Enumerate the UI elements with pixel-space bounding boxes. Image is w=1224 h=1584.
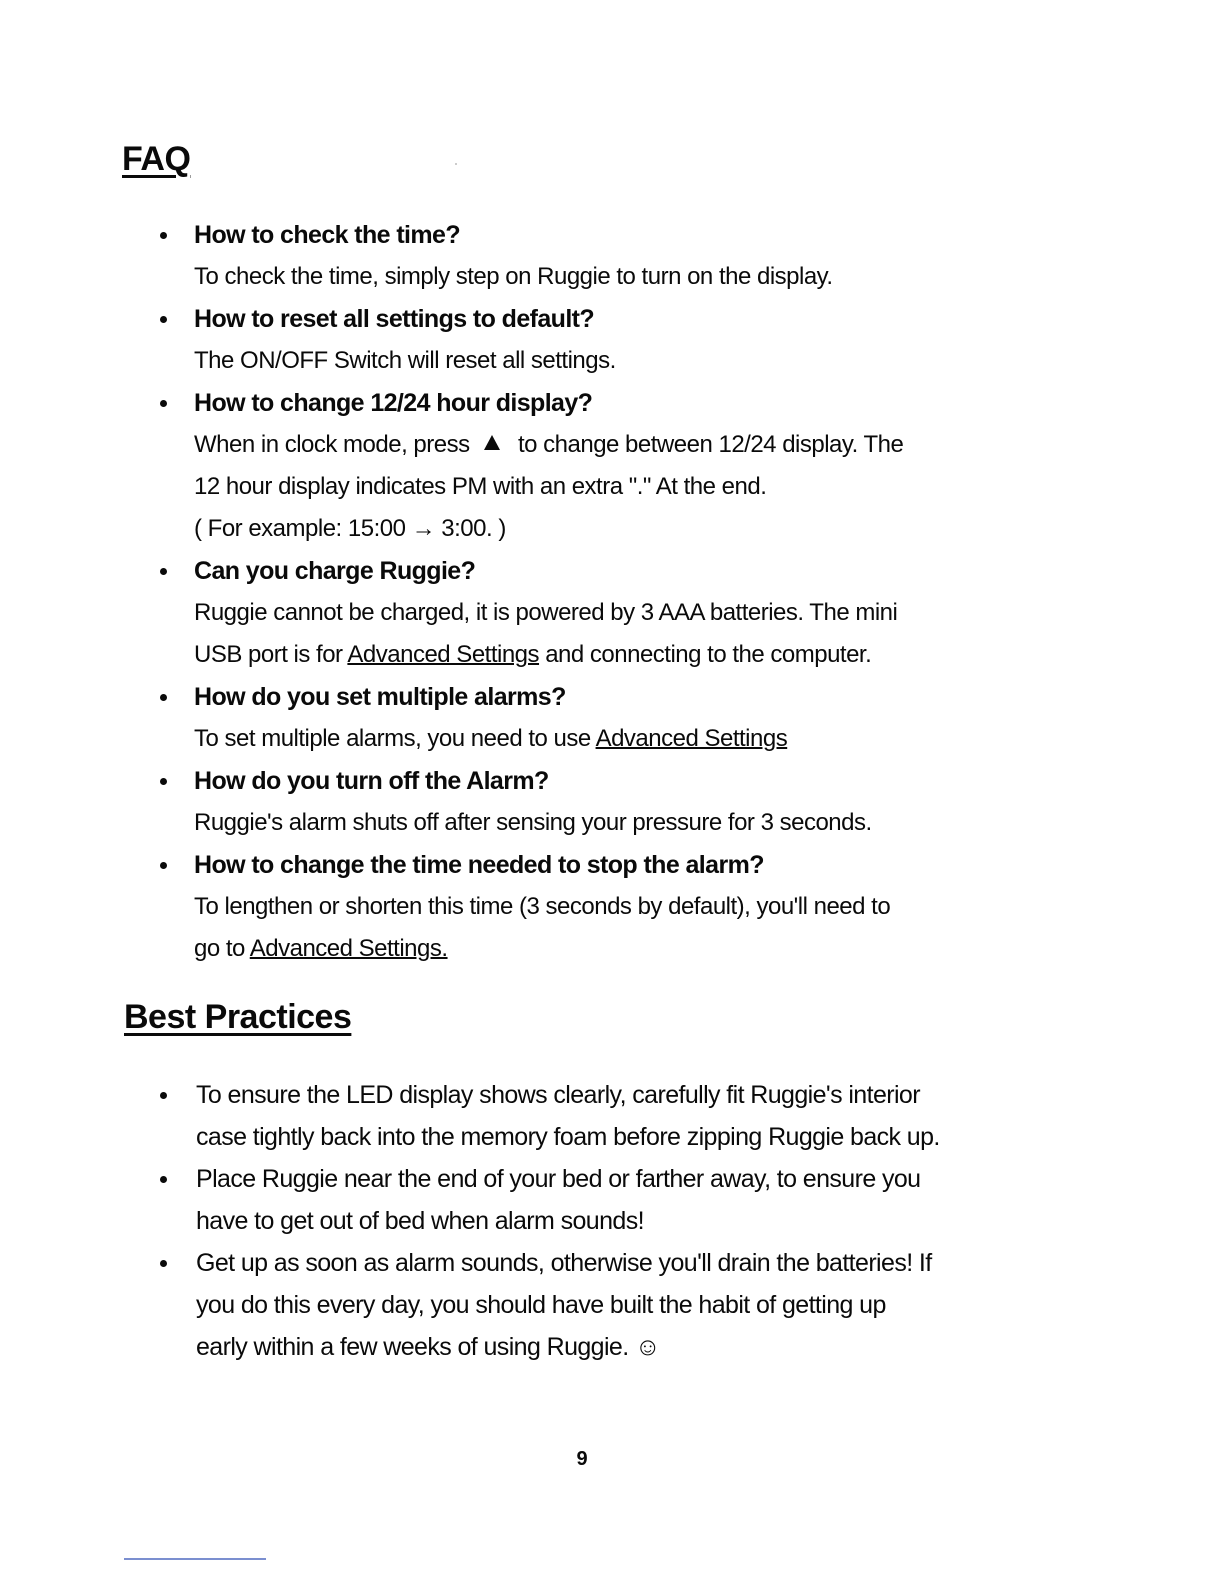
- best-practice-line: Get up as soon as alarm sounds, otherwise you'll drain the batteries! If: [196, 1249, 932, 1277]
- faq-question: How do you turn off the Alarm?: [194, 767, 549, 795]
- faq-question: How to change the time needed to stop the alarm?: [194, 851, 764, 879]
- faq-answer: [194, 424, 1060, 466]
- faq-question: Can you charge Ruggie?: [194, 557, 476, 585]
- bullet-icon: [160, 1176, 167, 1183]
- faq-question: How do you set multiple alarms?: [194, 683, 566, 711]
- faq-answer: To check the time, simply step on Ruggie to turn on the display.: [194, 263, 833, 290]
- faq-item: [160, 844, 1060, 970]
- faq-answer-line: To lengthen or shorten this time (3 seconds by default), you'll need to: [194, 893, 891, 920]
- bullet-icon: [160, 568, 167, 575]
- faq-item: [160, 214, 1060, 298]
- answer-text: USB port is for: [194, 641, 348, 668]
- advanced-settings-link[interactable]: Advanced Settings: [595, 725, 788, 752]
- footnote-divider: [124, 1558, 266, 1560]
- faq-answer-line: 12 hour display indicates PM with an extra "." At the end.: [194, 473, 767, 500]
- faq-heading: FAQ: [122, 140, 191, 178]
- best-practice-line: Place Ruggie near the end of your bed or farther away, to ensure you: [196, 1165, 921, 1193]
- bullet-icon: [160, 862, 167, 869]
- bullet-icon: [160, 1092, 167, 1099]
- best-practice-line: To ensure the LED display shows clearly, carefully fit Ruggie's interior: [196, 1081, 920, 1109]
- best-practice-text: early within a few weeks of using Ruggie.: [196, 1333, 629, 1361]
- faq-answer-line: ( For example: 15:00 → 3:00. ): [194, 515, 506, 542]
- best-practice-line: [196, 1326, 1060, 1368]
- faq-item: [160, 760, 1060, 844]
- answer-text: to change between 12/24 display. The: [517, 431, 904, 458]
- faq-item: [160, 550, 1060, 676]
- best-practice-line: case tightly back into the memory foam before zipping Ruggie back up.: [196, 1123, 940, 1151]
- faq-answer-line: [194, 634, 1060, 676]
- up-triangle-icon: [484, 435, 500, 450]
- faq-question: How to change 12/24 hour display?: [194, 389, 593, 417]
- best-practice-item: [160, 1242, 1060, 1368]
- best-practice-item: [160, 1074, 1060, 1158]
- bullet-icon: [160, 778, 167, 785]
- answer-text: go to: [194, 935, 250, 962]
- best-practices-list: [160, 1074, 1060, 1368]
- advanced-settings-link[interactable]: Advanced Settings: [347, 641, 540, 668]
- faq-item: [160, 298, 1060, 382]
- smiley-icon: ☺: [634, 1333, 660, 1361]
- faq-question: How to reset all settings to default?: [194, 305, 595, 333]
- faq-item: [160, 382, 1060, 550]
- faq-question: How to check the time?: [194, 221, 461, 249]
- best-practice-line: have to get out of bed when alarm sounds!: [196, 1207, 644, 1235]
- faq-answer: [194, 718, 1060, 760]
- bullet-icon: [160, 316, 167, 323]
- advanced-settings-link[interactable]: Advanced Settings.: [249, 935, 448, 962]
- best-practices-heading: Best Practices: [124, 998, 352, 1036]
- faq-answer-line: [194, 928, 1060, 970]
- bullet-icon: [160, 1260, 167, 1267]
- bullet-icon: [160, 232, 167, 239]
- faq-answer: The ON/OFF Switch will reset all settings.: [194, 347, 616, 374]
- scan-speck: [455, 163, 457, 165]
- answer-text: and connecting to the computer.: [539, 641, 872, 668]
- answer-text: When in clock mode, press: [194, 431, 470, 458]
- page-number: 9: [576, 1448, 588, 1470]
- best-practice-item: [160, 1158, 1060, 1242]
- bullet-icon: [160, 694, 167, 701]
- faq-item: [160, 676, 1060, 760]
- bullet-icon: [160, 400, 167, 407]
- best-practice-line: you do this every day, you should have built the habit of getting up: [196, 1291, 886, 1319]
- answer-text: To set multiple alarms, you need to use: [194, 725, 596, 752]
- faq-answer-line: Ruggie cannot be charged, it is powered by 3 AAA batteries. The mini: [194, 599, 898, 626]
- faq-list: [160, 214, 1060, 970]
- faq-answer: Ruggie's alarm shuts off after sensing your pressure for 3 seconds.: [194, 809, 872, 836]
